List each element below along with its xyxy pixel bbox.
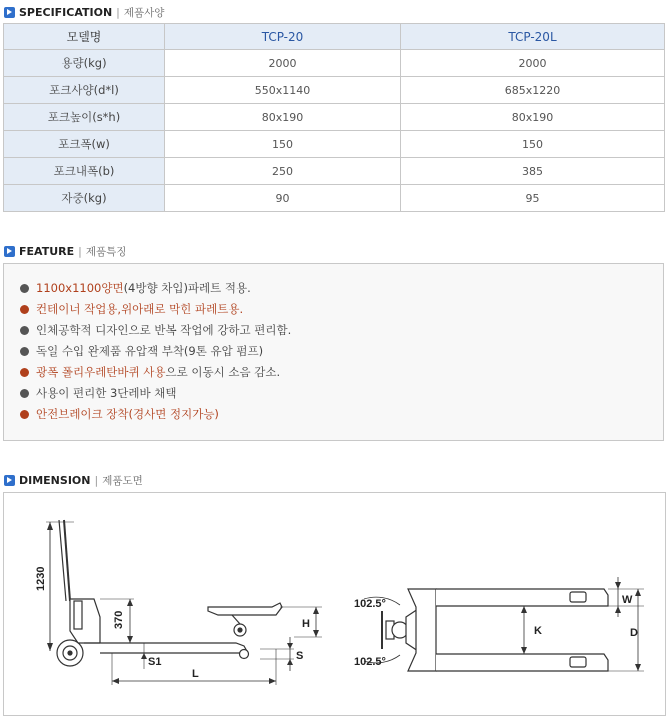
- list-item: [20, 362, 291, 383]
- dimension-box: [3, 492, 666, 716]
- label-w: W: [622, 594, 633, 606]
- table-row: [4, 77, 665, 104]
- header-model: 모델명: [4, 24, 165, 50]
- bullet-icon: [20, 326, 29, 335]
- table-row: [4, 185, 665, 212]
- label-height-fork: 370: [113, 610, 125, 629]
- bullet-icon: [20, 368, 29, 377]
- label-angle-top: 102.5°: [354, 598, 386, 610]
- spec-title: SPECIFICATION: [19, 5, 113, 19]
- arrow-right-icon: [4, 246, 15, 257]
- divider: |: [116, 5, 120, 19]
- label-angle-bottom: 102.5°: [354, 656, 386, 668]
- feature-text: (4방향 차입)파레트 적용.: [123, 281, 251, 295]
- label-s1: S1: [148, 656, 162, 668]
- bullet-icon: [20, 410, 29, 419]
- bullet-icon: [20, 284, 29, 293]
- cell-value: 150: [401, 131, 665, 158]
- cell-value: 95: [401, 185, 665, 212]
- spec-table: [3, 23, 665, 212]
- bullet-icon: [20, 305, 29, 314]
- label-height-total: 1230: [35, 566, 47, 591]
- dimension-title: DIMENSION: [19, 473, 91, 487]
- feature-box: [3, 263, 664, 441]
- row-label: 포크내폭(b): [4, 158, 165, 185]
- dimension-section-header: [4, 472, 143, 488]
- top-view: [364, 577, 644, 671]
- list-item: [20, 299, 291, 320]
- label-k: K: [534, 625, 542, 637]
- cell-value: 150: [165, 131, 401, 158]
- cell-value: 250: [165, 158, 401, 185]
- label-l: L: [192, 668, 199, 680]
- spec-header-row: [4, 24, 665, 50]
- feature-section-header: [4, 243, 126, 259]
- arrow-right-icon: [4, 475, 15, 486]
- feature-highlight: 컨테이너 작업용,위아래로 막힌 파레트용.: [36, 302, 244, 316]
- feature-list: [20, 278, 291, 425]
- bullet-icon: [20, 389, 29, 398]
- cell-value: 550x1140: [165, 77, 401, 104]
- feature-highlight: 1100x1100양면: [36, 281, 124, 295]
- cell-value: 2000: [401, 50, 665, 77]
- cell-value: 80x190: [165, 104, 401, 131]
- spec-section-header: [4, 4, 164, 20]
- table-row: [4, 104, 665, 131]
- cell-value: 90: [165, 185, 401, 212]
- bullet-icon: [20, 347, 29, 356]
- side-view: [46, 520, 322, 685]
- row-label: 포크사양(d*l): [4, 77, 165, 104]
- dimension-subtitle: 제품도면: [102, 474, 143, 487]
- row-label: 용량(kg): [4, 50, 165, 77]
- list-item: [20, 404, 291, 425]
- row-label: 포크높이(s*h): [4, 104, 165, 131]
- label-h: H: [302, 618, 310, 630]
- cell-value: 2000: [165, 50, 401, 77]
- label-d: D: [630, 627, 638, 639]
- feature-highlight: 안전브레이크 장착(경사면 정지가능): [36, 407, 219, 421]
- table-row: [4, 50, 665, 77]
- feature-subtitle: 제품특징: [85, 245, 127, 258]
- list-item: [20, 320, 291, 341]
- table-row: [4, 131, 665, 158]
- list-item: [20, 278, 291, 299]
- cell-value: 80x190: [401, 104, 665, 131]
- feature-text: 으로 이동시 소음 감소.: [165, 365, 281, 379]
- header-tcp-20: TCP-20: [165, 24, 401, 50]
- feature-text: 독일 수입 완제품 유압잭 부착(9톤 유압 펌프): [36, 344, 264, 358]
- label-s: S: [296, 650, 304, 662]
- divider: |: [78, 244, 82, 258]
- feature-text: 인체공학적 디자인으로 반복 작업에 강하고 편리함.: [36, 323, 292, 337]
- header-tcp-20l: TCP-20L: [401, 24, 665, 50]
- divider: |: [94, 473, 99, 487]
- row-label: 포크폭(w): [4, 131, 165, 158]
- spec-subtitle: 제품사양: [123, 6, 165, 19]
- cell-value: 385: [401, 158, 665, 185]
- arrow-right-icon: [4, 7, 15, 18]
- list-item: [20, 341, 291, 362]
- cell-value: 685x1220: [401, 77, 665, 104]
- list-item: [20, 383, 291, 404]
- feature-text: 사용이 편리한 3단레바 채택: [36, 386, 177, 400]
- row-label: 자중(kg): [4, 185, 165, 212]
- table-row: [4, 158, 665, 185]
- feature-title: FEATURE: [19, 244, 75, 258]
- feature-highlight: 광폭 폴리우레탄바퀴 사용: [36, 365, 166, 379]
- dimension-drawing: [4, 493, 665, 715]
